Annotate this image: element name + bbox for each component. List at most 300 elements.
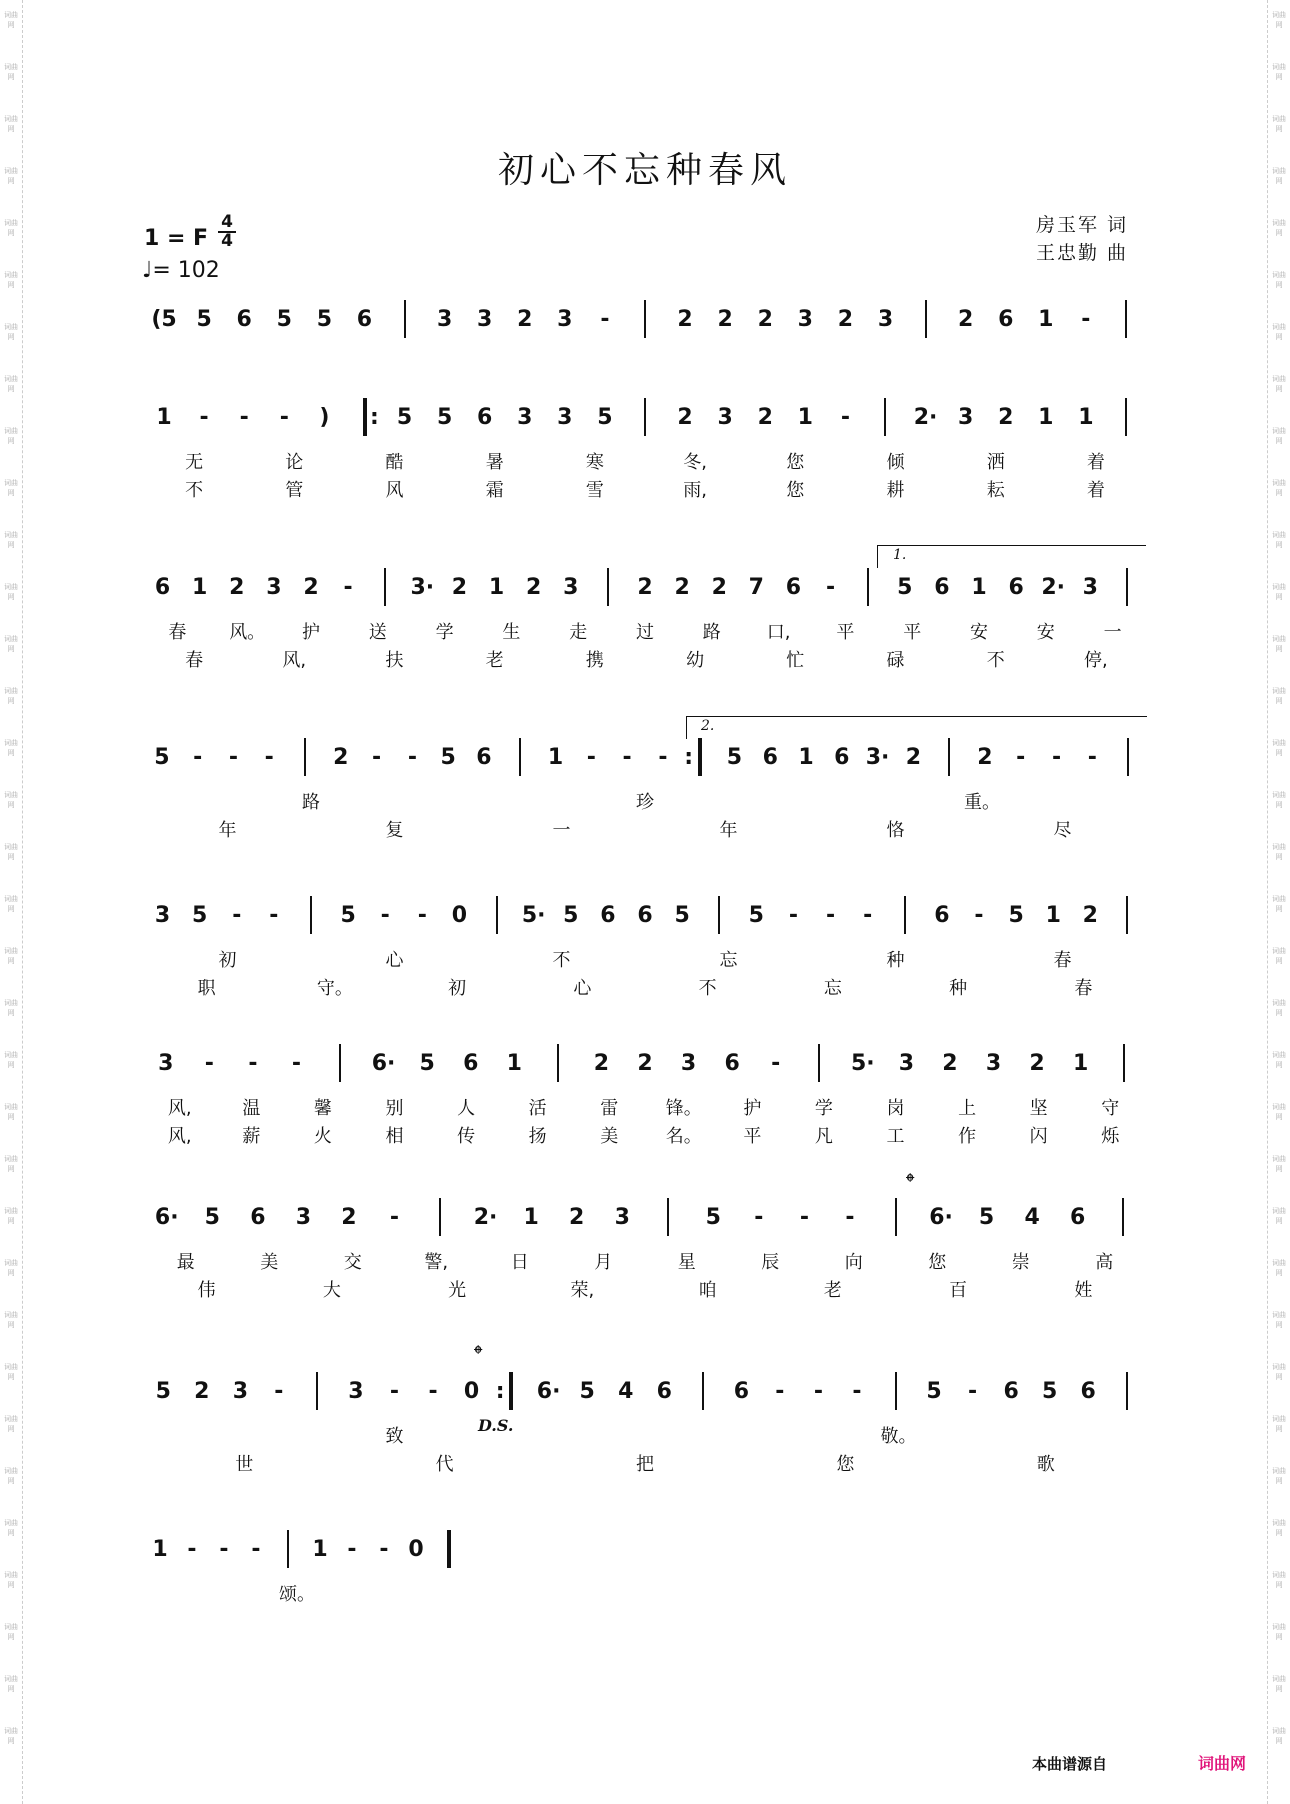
watermark-text: 词曲网 <box>1272 1519 1286 1537</box>
lyric-syllable-verse2: 相 <box>385 1126 404 1147</box>
key-signature: 1 = F <box>144 226 209 251</box>
note: 3 <box>436 307 453 332</box>
watermark-text: 词曲网 <box>1272 1311 1286 1329</box>
watermark-text: 词曲网 <box>4 1519 18 1537</box>
watermark-text: 词曲网 <box>4 1311 18 1329</box>
note: 6 <box>762 745 778 770</box>
watermark-text: 词曲网 <box>4 687 18 705</box>
note: 3 <box>898 1051 915 1076</box>
song-title: 初心不忘种春风 <box>497 150 792 191</box>
bar-line <box>702 1372 704 1410</box>
lyric-syllable-verse1: 暑 <box>485 452 504 473</box>
lyric-syllable-verse2: 荣, <box>570 1280 595 1301</box>
lyric-syllable-verse1: 高 <box>1095 1252 1114 1273</box>
lyric-syllable-verse2: 着 <box>1086 480 1105 501</box>
note: 5 <box>1008 903 1024 928</box>
lyric-syllable-verse1: 星 <box>677 1252 696 1273</box>
lyric-syllable-verse2: 您 <box>786 480 805 501</box>
note: 5 <box>396 405 413 430</box>
watermark-text: 词曲网 <box>1272 583 1286 601</box>
watermark-text: 词曲网 <box>4 1675 18 1693</box>
bar-line <box>287 1530 289 1568</box>
lyric-syllable-verse2: 光 <box>448 1280 467 1301</box>
lyric-syllable-verse1: 守 <box>1101 1098 1120 1119</box>
lyric-syllable-verse2: 管 <box>285 480 304 501</box>
note: 5 <box>897 575 913 600</box>
lyric-syllable-verse2: 老 <box>823 1280 842 1301</box>
watermark-text: 词曲网 <box>1272 375 1286 393</box>
lyric-syllable-verse2: 尽 <box>1053 820 1072 841</box>
note: 6 <box>154 575 171 600</box>
bar-line <box>1123 1044 1125 1082</box>
lyric-syllable-verse1: 雷 <box>600 1098 619 1119</box>
watermark-text: 词曲网 <box>1272 1363 1286 1381</box>
footer-site-link[interactable]: 词曲网 <box>1197 1754 1246 1773</box>
sustain-dash: - <box>232 903 242 928</box>
watermark-text: 词曲网 <box>4 895 18 913</box>
note: 3 <box>477 307 493 332</box>
watermark-text: 词曲网 <box>1272 1103 1286 1121</box>
watermark-text: 词曲网 <box>4 479 18 497</box>
bar-line <box>557 1044 559 1082</box>
lyric-syllable-verse1: 路 <box>302 792 320 813</box>
note: 1 <box>798 745 814 770</box>
note: 3 <box>563 575 579 600</box>
lyric-syllable-verse2: 年 <box>719 820 738 841</box>
note: 3 <box>517 405 533 430</box>
note: 5 <box>316 307 333 332</box>
lyric-syllable-verse2: 风 <box>385 480 404 501</box>
note: 2 <box>517 307 533 332</box>
sustain-dash: - <box>799 1205 809 1230</box>
note: ) <box>319 405 330 430</box>
note: 2 <box>677 307 693 332</box>
note: 4 <box>618 1379 634 1404</box>
sustain-dash: - <box>771 1051 781 1076</box>
watermark-text: 词曲网 <box>1272 1571 1286 1589</box>
lyric-syllable-verse1: 无 <box>185 452 204 473</box>
lyric-syllable-verse2: 扬 <box>528 1126 547 1147</box>
lyric-syllable-verse2: 恪 <box>886 820 905 841</box>
note: 6 <box>656 1379 672 1404</box>
bar-line <box>1125 398 1127 436</box>
lyric-syllable-verse2: 耘 <box>986 480 1005 501</box>
sustain-dash: - <box>204 1051 214 1076</box>
lyric-syllable-verse2: 传 <box>457 1126 476 1147</box>
note: 3 <box>797 307 813 332</box>
sustain-dash: - <box>228 745 239 770</box>
note: 3 <box>957 405 974 430</box>
lyric-syllable-verse1: 辰 <box>761 1252 780 1273</box>
sustain-dash: - <box>379 1537 389 1562</box>
bar-line <box>339 1044 341 1082</box>
lyric-syllable-verse2: 春 <box>185 650 204 671</box>
lyric-syllable-verse1: 交 <box>343 1252 362 1273</box>
note: 2 <box>637 575 653 600</box>
lyric-syllable-verse1: 路 <box>702 622 721 643</box>
lyric-syllable-verse2: 歌 <box>1036 1454 1055 1475</box>
watermark-text: 词曲网 <box>4 1207 18 1225</box>
lyric-syllable-verse1: 敬。 <box>880 1426 917 1447</box>
note: 3 <box>680 1051 697 1076</box>
note: 6 <box>463 1051 479 1076</box>
note: 2 <box>711 575 727 600</box>
note: 5 <box>926 1379 942 1404</box>
watermark-text: 词曲网 <box>1272 947 1286 965</box>
note: 5 <box>1041 1379 1058 1404</box>
note: 6 <box>477 405 493 430</box>
lyric-syllable-verse1: 岗 <box>886 1098 905 1119</box>
bar-line <box>667 1198 669 1236</box>
watermark-text: 词曲网 <box>1272 895 1286 913</box>
lyric-syllable-verse1: 倾 <box>886 452 905 473</box>
note: 2 <box>451 575 468 600</box>
bar-line <box>644 300 646 338</box>
watermark-text: 词曲网 <box>1272 531 1286 549</box>
watermark-text: 词曲网 <box>4 531 18 549</box>
note: 2 <box>593 1051 610 1076</box>
lyric-syllable-verse1: 平 <box>903 622 922 643</box>
lyric-syllable-verse2: 咱 <box>698 1280 717 1301</box>
lyric-syllable-verse2: 名。 <box>665 1126 702 1147</box>
note: 0 <box>463 1379 480 1404</box>
note: 6 <box>356 307 373 332</box>
coda-sign-2: 𝄌 <box>474 1340 483 1368</box>
sustain-dash: - <box>239 405 249 430</box>
note: 5 <box>726 745 743 770</box>
lyric-syllable-verse1: 种 <box>886 950 905 971</box>
lyric-syllable-verse1: 心 <box>385 950 404 971</box>
lyric-syllable-verse2: 闪 <box>1029 1126 1048 1147</box>
bar-line <box>404 300 406 338</box>
volta-label-2: 2. <box>701 718 715 734</box>
lyric-syllable-verse1: 颂。 <box>279 1584 315 1605</box>
sustain-dash: - <box>1081 307 1091 332</box>
watermark-text: 词曲网 <box>4 947 18 965</box>
lyric-syllable-verse2: 停, <box>1084 650 1108 671</box>
lyric-syllable-verse1: 一 <box>1103 622 1122 643</box>
lyric-syllable-verse1: 洒 <box>986 452 1005 473</box>
watermark-text: 词曲网 <box>4 635 18 653</box>
watermark-text: 词曲网 <box>4 1259 18 1277</box>
lyric-syllable-verse2: 初 <box>448 978 467 999</box>
note: 1 <box>1045 903 1061 928</box>
lyric-syllable-verse2: 薪 <box>242 1126 261 1147</box>
note: 3 <box>557 405 573 430</box>
note: 2 <box>757 307 773 332</box>
lyric-syllable-verse2: 代 <box>435 1454 454 1475</box>
bar-line <box>895 1372 897 1410</box>
lyric-syllable-verse2: 守。 <box>316 978 353 999</box>
watermark-text: 词曲网 <box>1272 115 1286 133</box>
sustain-dash: - <box>600 307 610 332</box>
note: 6 <box>834 745 850 770</box>
watermark-text: 词曲网 <box>1272 791 1286 809</box>
note: 5 <box>597 405 613 430</box>
watermark-text: 词曲网 <box>1272 63 1286 81</box>
watermark-text: 词曲网 <box>4 63 18 81</box>
watermark-strip-left <box>0 0 23 1804</box>
watermark-text: 词曲网 <box>4 791 18 809</box>
lyric-syllable-verse2: 年 <box>218 820 237 841</box>
note: 4 <box>1024 1205 1040 1230</box>
sustain-dash: - <box>380 903 390 928</box>
lyric-syllable-verse1: 生 <box>502 622 521 643</box>
sustain-dash: - <box>389 1379 400 1404</box>
lyric-syllable-verse1: 忘 <box>719 950 738 971</box>
note: 2 <box>526 575 542 600</box>
bar-line <box>895 1198 897 1236</box>
note: 2 <box>194 1379 210 1404</box>
sustain-dash: - <box>863 903 873 928</box>
lyric-syllable-verse2: 复 <box>385 820 404 841</box>
note: 6 <box>250 1205 266 1230</box>
watermark-text: 词曲网 <box>4 1103 18 1121</box>
lyric-syllable-verse2: 大 <box>322 1280 341 1301</box>
watermark-text: 词曲网 <box>1272 1623 1286 1641</box>
note: 3 <box>717 405 733 430</box>
watermark-text: 词曲网 <box>1272 635 1286 653</box>
watermark-text: 词曲网 <box>4 323 18 341</box>
note: 0 <box>451 903 468 928</box>
lyric-syllable-verse1: 安 <box>970 622 988 643</box>
note: 7 <box>748 575 764 600</box>
lyric-syllable-verse1: 学 <box>435 622 454 643</box>
lyric-syllable-verse2: 风, <box>167 1126 192 1147</box>
note: 6 <box>998 307 1014 332</box>
lyric-syllable-verse1: 美 <box>260 1252 279 1273</box>
note: 2 <box>837 307 854 332</box>
lyric-syllable-verse2: 耕 <box>886 480 905 501</box>
composer-credit: 王忠勤 曲 <box>1036 242 1129 264</box>
note: 6· <box>371 1051 396 1076</box>
watermark-text: 词曲网 <box>1272 427 1286 445</box>
note: 3 <box>232 1379 248 1404</box>
lyric-syllable-verse2: 雪 <box>585 480 604 501</box>
sustain-dash: - <box>974 903 984 928</box>
sustain-dash: - <box>1087 745 1097 770</box>
bar-line <box>644 398 646 436</box>
watermark-text: 词曲网 <box>1272 1155 1286 1173</box>
lyric-syllable-verse2: 心 <box>573 978 592 999</box>
note: 5· <box>521 903 546 928</box>
note: 6 <box>476 745 492 770</box>
volta-bracket-1 <box>877 545 1146 568</box>
watermark-text: 词曲网 <box>1272 999 1286 1017</box>
lyric-syllable-verse2: 凡 <box>814 1126 833 1147</box>
watermark-text: 词曲网 <box>1272 1467 1286 1485</box>
note: 6 <box>733 1379 749 1404</box>
note: 1 <box>312 1537 328 1562</box>
watermark-text: 词曲网 <box>1272 1207 1286 1225</box>
watermark-text: 词曲网 <box>4 375 18 393</box>
time-signature-numerator: 4 <box>221 212 233 232</box>
watermark-text: 词曲网 <box>4 1155 18 1173</box>
note: 1 <box>523 1205 539 1230</box>
note: 1 <box>797 405 813 430</box>
lyric-syllable-verse2: 伟 <box>197 1280 216 1301</box>
note: 3 <box>154 903 171 928</box>
lyric-syllable-verse2: 一 <box>552 820 571 841</box>
note: 1 <box>1038 307 1054 332</box>
bar-line <box>884 398 886 436</box>
lyric-syllable-verse1: 人 <box>457 1098 476 1119</box>
sustain-dash: - <box>291 1051 302 1076</box>
watermark-text: 词曲网 <box>1272 1415 1286 1433</box>
note: 3 <box>295 1205 312 1230</box>
lyric-syllable-verse2: 携 <box>585 650 604 671</box>
note: 2 <box>333 745 349 770</box>
note: 5 <box>978 1205 995 1230</box>
note: 5 <box>154 745 170 770</box>
note: 3 <box>985 1051 1002 1076</box>
lyric-syllable-verse2: 霜 <box>485 480 504 501</box>
watermark-text: 词曲网 <box>4 427 18 445</box>
lyric-syllable-verse1: 重。 <box>964 792 1000 813</box>
lyric-syllable-verse2: 职 <box>197 978 216 999</box>
lyric-syllable-verse1: 别 <box>385 1098 404 1119</box>
lyric-syllable-verse1: 崇 <box>1011 1252 1030 1273</box>
lyric-syllable-verse2: 姓 <box>1074 1280 1093 1301</box>
note: 1 <box>488 575 505 600</box>
note: 5 <box>204 1205 220 1230</box>
sustain-dash: - <box>775 1379 785 1404</box>
watermark-text: 词曲网 <box>1272 479 1286 497</box>
note: 6 <box>934 903 950 928</box>
note: 5 <box>155 1379 171 1404</box>
note: 1 <box>152 1537 168 1562</box>
lyric-syllable-verse1: 日 <box>510 1252 529 1273</box>
footer-source-text: 本曲谱源自 <box>1031 1755 1107 1773</box>
sustain-dash: - <box>248 1051 258 1076</box>
note: 5 <box>674 903 690 928</box>
lyric-syllable-verse1: 学 <box>814 1098 833 1119</box>
note: 5 <box>440 745 456 770</box>
watermark-text: 词曲网 <box>4 11 18 29</box>
lyric-syllable-verse2: 世 <box>235 1454 254 1475</box>
lyric-syllable-verse2: 扶 <box>385 650 404 671</box>
sustain-dash: - <box>658 745 668 770</box>
sustain-dash: - <box>852 1379 862 1404</box>
lyric-syllable-verse1: 月 <box>594 1252 613 1273</box>
note: 1 <box>547 745 564 770</box>
note: 5 <box>192 903 208 928</box>
bar-line <box>607 568 609 606</box>
lyric-syllable-verse1: 活 <box>528 1098 547 1119</box>
note: 5 <box>705 1205 721 1230</box>
note: 5 <box>276 307 292 332</box>
lyric-syllable-verse1: 寒 <box>585 452 604 473</box>
watermark-text: 词曲网 <box>4 115 18 133</box>
note: 2 <box>1082 903 1098 928</box>
note: 6 <box>236 307 252 332</box>
note: 3· <box>410 575 435 600</box>
note: 2· <box>473 1205 498 1230</box>
lyric-syllable-verse1: 风, <box>167 1098 192 1119</box>
lyric-syllable-verse2: 不 <box>698 978 717 999</box>
note: 2 <box>637 1051 653 1076</box>
watermark-text: 词曲网 <box>4 1415 18 1433</box>
note: 5· <box>850 1051 875 1076</box>
lyric-syllable-verse1: 论 <box>285 452 304 473</box>
lyric-syllable-verse1: 警, <box>424 1252 449 1273</box>
sustain-dash: - <box>264 745 274 770</box>
ds-mark: D.S. <box>478 1416 514 1435</box>
lyric-syllable-verse1: 坚 <box>1029 1098 1048 1119</box>
lyric-syllable-verse2: 美 <box>600 1126 619 1147</box>
note: 2 <box>569 1205 585 1230</box>
note: 5 <box>748 903 764 928</box>
lyric-syllable-verse2: 幼 <box>686 650 705 671</box>
lyric-syllable-verse2: 您 <box>836 1454 855 1475</box>
lyric-syllable-verse2: 忘 <box>823 978 842 999</box>
lyric-syllable-verse2: 碌 <box>886 650 905 671</box>
tempo-mark: ♩= 102 <box>142 258 220 283</box>
lyric-syllable-verse2: 种 <box>949 978 968 999</box>
watermark-text: 词曲网 <box>1272 1259 1286 1277</box>
note: 6 <box>1003 1379 1019 1404</box>
sustain-dash: - <box>622 745 632 770</box>
lyric-syllable-verse1: 平 <box>836 622 855 643</box>
note: 2 <box>905 745 922 770</box>
note: 2 <box>303 575 319 600</box>
bar-line <box>310 896 312 934</box>
lyric-syllable-verse1: 馨 <box>313 1098 332 1119</box>
lyric-syllable-verse1: 安 <box>1036 622 1055 643</box>
watermark-text: 词曲网 <box>4 219 18 237</box>
sustain-dash: - <box>967 1379 978 1404</box>
note: 1 <box>1072 1051 1089 1076</box>
note: (5 <box>151 307 177 332</box>
watermark-text: 词曲网 <box>4 271 18 289</box>
sustain-dash: - <box>199 405 209 430</box>
watermark-text: 词曲网 <box>1272 323 1286 341</box>
note: 2 <box>942 1051 958 1076</box>
sustain-dash: - <box>428 1379 438 1404</box>
sustain-dash: - <box>372 745 382 770</box>
lyric-syllable-verse2: 平 <box>743 1126 762 1147</box>
note: 5 <box>196 307 212 332</box>
bar-line <box>1126 896 1128 934</box>
lyric-syllable-verse1: 最 <box>176 1252 195 1273</box>
sustain-dash: - <box>813 1379 823 1404</box>
sustain-dash: - <box>825 575 836 600</box>
sustain-dash: - <box>840 405 850 430</box>
lyric-syllable-verse1: 过 <box>636 622 654 643</box>
note: 6 <box>724 1051 740 1076</box>
note: 1 <box>1078 405 1094 430</box>
bar-line <box>718 896 720 934</box>
watermark-text: 词曲网 <box>4 1623 18 1641</box>
lyric-syllable-verse1: 春 <box>168 622 187 643</box>
lyric-syllable-verse1: 锋。 <box>665 1098 702 1119</box>
note: 1 <box>156 405 172 430</box>
lyric-syllable-verse2: 春 <box>1074 978 1093 999</box>
lyric-syllable-verse2: 不 <box>986 650 1005 671</box>
watermark-text: 词曲网 <box>1272 219 1286 237</box>
lyric-syllable-verse1: 护 <box>302 622 320 643</box>
lyric-syllable-verse1: 护 <box>743 1098 762 1119</box>
note: 2· <box>913 405 938 430</box>
sustain-dash: - <box>788 903 798 928</box>
note: 2 <box>717 307 733 332</box>
lyric-syllable-verse2: 火 <box>313 1126 332 1147</box>
lyric-syllable-verse2: 雨, <box>683 480 707 501</box>
sustain-dash: - <box>1051 745 1062 770</box>
time-signature-denominator: 4 <box>218 231 236 250</box>
sustain-dash: - <box>825 903 836 928</box>
sustain-dash: - <box>274 1379 284 1404</box>
